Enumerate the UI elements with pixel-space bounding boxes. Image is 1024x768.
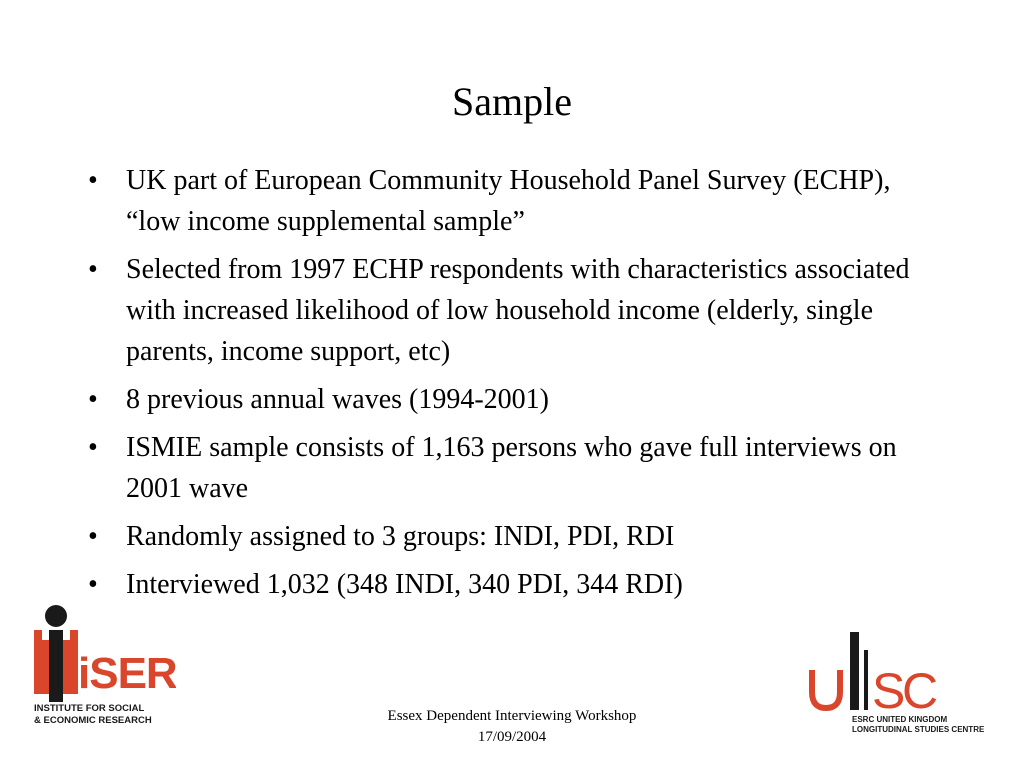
ulsc-logo-caption-line2: LONGITUDINAL STUDIES CENTRE — [852, 725, 985, 734]
ulsc-logo-letter-s: S — [872, 663, 906, 719]
bullet-text: ISMIE sample consists of 1,163 persons who gave full interviews on 2001 wave — [126, 432, 897, 504]
bullet-list — [88, 160, 948, 612]
iser-logo-wordmark: iSER — [78, 649, 176, 698]
ulsc-logo — [806, 628, 990, 741]
iser-logo-figure-stem — [49, 630, 63, 702]
bullet-text: UK part of European Community Household Panel Survey (ECHP), “low income supplemental sample” — [126, 165, 891, 237]
ulsc-logo-caption-line1: ESRC UNITED KINGDOM — [852, 715, 948, 724]
iser-logo-caption-line1: INSTITUTE FOR SOCIAL — [34, 703, 145, 714]
page-title: Sample — [452, 79, 572, 124]
bullet-item — [88, 249, 948, 372]
bullet-item — [88, 564, 948, 605]
ulsc-logo-letter-u — [812, 670, 840, 708]
bullet-text: Randomly assigned to 3 groups: INDI, PDI, RDI — [126, 521, 675, 552]
bullet-symbol: • — [88, 384, 98, 415]
ulsc-logo-letter-c: C — [902, 663, 939, 719]
iser-logo-figure-head — [45, 605, 67, 627]
bullet-item — [88, 160, 948, 242]
bullet-symbol: • — [88, 254, 98, 285]
bullet-text: Interviewed 1,032 (348 INDI, 340 PDI, 344 RDI) — [126, 569, 683, 600]
footer — [352, 706, 672, 748]
bullet-item — [88, 516, 948, 557]
iser-logo-graphic — [26, 602, 176, 726]
bullet-item — [88, 427, 948, 509]
bullet-symbol: • — [88, 432, 98, 463]
iser-logo-caption-line2: & ECONOMIC RESEARCH — [34, 715, 152, 726]
ulsc-logo-graphic — [806, 628, 990, 736]
bullet-symbol: • — [88, 569, 98, 600]
footer-event: Essex Dependent Interviewing Workshop — [387, 708, 637, 724]
bullet-text: Selected from 1997 ECHP respondents with characteristics associated with increased likelihood of low household income (elderly, single parents, income support, etc) — [126, 254, 910, 367]
bullet-text: 8 previous annual waves (1994-2001) — [126, 384, 550, 415]
iser-logo — [26, 602, 176, 731]
footer-date: 17/09/2004 — [477, 729, 547, 745]
bullet-item — [88, 379, 948, 420]
bullet-symbol: • — [88, 521, 98, 552]
ulsc-logo-letter-l — [850, 632, 859, 710]
bullet-symbol: • — [88, 165, 98, 196]
